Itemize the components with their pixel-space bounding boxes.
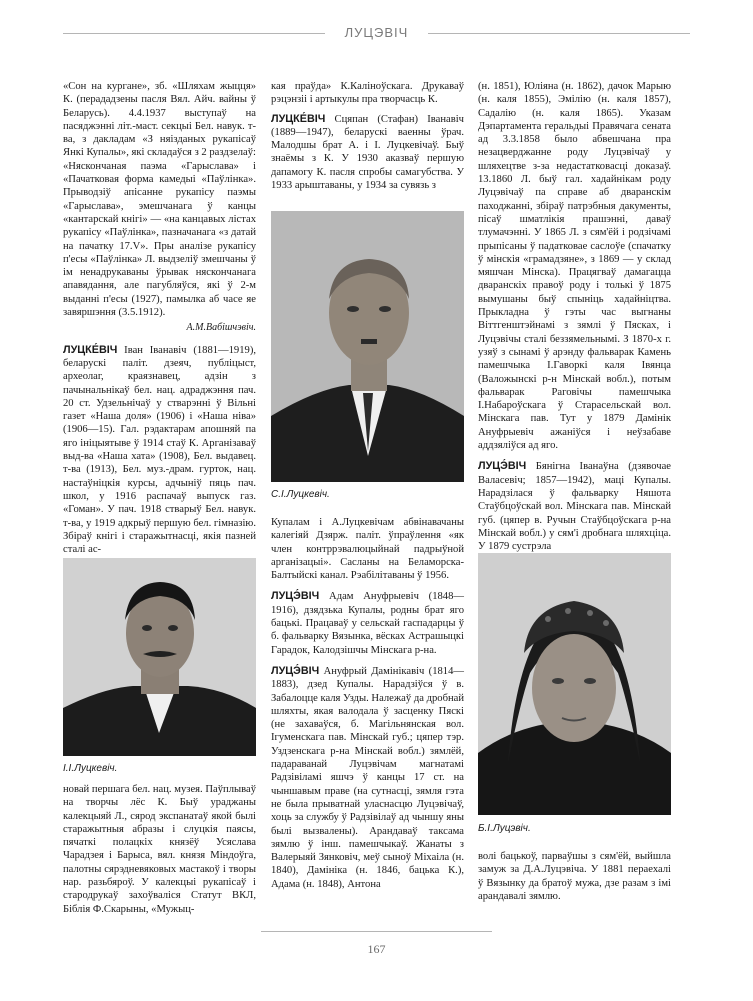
column-2-top [271,80,464,192]
entry-text: Сцяпан (Стафан) Іванавіч (1889—1947), беларускі ваенны ўрач. Малодшы брат А. і І. Луцкевічаў. Быў знаёмы з К. У 1930 аказваў першую дапамогу К. пасля спробы самагубства. У 1933 арыштаваны, у 1934 за сувязь з [271,113,464,192]
portrait-man-mustache [63,558,256,756]
entry-headword: ЛУЦЭ́ВІЧ [271,590,320,603]
portrait-man-suit [271,211,464,482]
entry-lutskevich-stsiapan [271,113,464,193]
photo-caption-bianigna: Б.І.Луцэвіч. [478,823,531,834]
entry-headword: ЛУЦКЕ́ВІЧ [271,112,326,125]
column-3-top [478,80,671,553]
entry-text: Іван Іванавіч (1881—1919), беларускі паліт. дзеяч, публіцыст, археолаг, краязнавец, адзін з пачынальнікаў бел. нац. адраджэння пач. 20 ст. Удзельнічаў у стварэнні ў Вільні газет «Наша доля» (1906) і «Наша ніва» (1906—15). Гал. рэдактарам апошняй па яго ініцыятыве ў 1914 стаў К. Арганізаваў выд-ва «Наша хата» (1908), Бел. выдавец. т-ва (1913), Бел. муз.-драм. гурток, нац. настаўніцкія курсы, адчыніў пяць пач. школ, у 1916 распачаў выпуск газ. «Гоман». У пач. 1918 стварыў Бел. навук. т-ва, у 1919 адкрыў першую бел. гімназію. Збіраў кнігі і старажытнасці, якія пазней сталі ас- [63,344,256,556]
photo-caption-stsiapan: С.І.Луцкевіч. [271,489,330,500]
entry-continuation: «Сон на кургане», зб. «Шляхам жыцця» К. (перададзены пасля Вял. Айч. вайны ў Беларусь). 4.4.1937 выступаў на пасяджэнні літ.-маст. секцыі Бел. навук. т-ва, з дакладам «З няізданых рукапісаў Янкі Купалы», які складаўся з 2 раздзелаў: «Няскончаная паэма «Гарыслава» і «Пачатковая форма камедыі «Паўлінка». Прыводзіў апісанне рукапісу паэмы «Гарыслава», эмешчанага ў канцы «кантарскай кнігі» — «на канцавых лістах рукапісу «Паўлінка», пазначанага «з датай на пачатку 17.V». Пры аналізе рукапісу п'есы «Паўлінка» Л. выдзеліў змешчаны ў ім ненадрукаваны ўрывак няскончанага апавядання, але пагубляўся, які ў 2-м выданні п'есы (1927), памылка аб часе яе завяршэння (3.5.1912). [63,81,256,319]
entry-headword: ЛУЦЭ́ВІЧ [478,460,527,473]
entry-lutskevich-ivan [63,344,256,557]
entry-text: Адам Ануфрыевіч (1848—1916), дзядзька Купалы, родны брат яго бацькі. Працаваў у сельскай гаспадарцы ў б. фальварку Вязынка, вёсках Астрашыцкі Гарадок, Калодзішчы Мінскага р-на. [271,591,464,656]
page-number: 167 [367,942,386,956]
entry-lutsevich-bianigna [478,460,671,553]
entry-headword: ЛУЦКЕ́ВІЧ [63,343,118,356]
portrait-photo-stsiapan [271,211,464,482]
entry-text: Купалам і А.Луцкевічам абвінавачаны калегіяй Дзярж. паліт. ўпраўлення «як член контррэвалюцыйнай падрыўной арганізацыі». Сасланы на Беламорска-Балтыйскі канал. Рэабілітаваны ў 1956. [271,517,464,582]
entry-text: Ануфрый Дамінікавіч (1814—1883), дзед Купалы. Нарадзіўся ў в. Забалоцце каля Узды. Належаў да дробнай шляхты, якая валодала ў засценку Пяскі (не захаваўся, б. Магільнянская вол. Ігуменскага пав. Мінскай губ.; цяпер тэр. Уздзенскага р-на Мінскай вобл.) зямлёй, падараванай Луцэвічам магнатамі Радзівіламі яшчэ ў канцы 17 ст. на чыншавым праве (на сутнасці, зямля гэта не была прыватнай уласнасцю Луцэвічаў, хоць за службу ў Радзівілаў ад чыншу яны былі вызвалены). Арандаваў таксама зямлю ў інш. памешчыкаў. Жанаты з Валерыяй Зянковіч, меў сыноў Міхаіла (н. 1840), Дамініка (н. 1846, бацька К.), Адама (н. 1848), Антона [271,665,464,890]
author-signature: А.М.Вабішчэвіч. [186,322,256,334]
page-header [0,0,753,60]
entry-continuation: кая праўда» К.Каліноўскага. Друкаваў рэцэнзіі і артыкулы пра творчасць К. [271,81,464,106]
column-3-bottom [478,850,671,903]
column-1-top [63,80,256,556]
column-2-bottom [271,516,464,891]
column-1-bottom [63,783,256,916]
portrait-photo-bianigna [478,553,671,815]
portrait-woman-headscarf [478,553,671,815]
footer-rule [261,931,492,932]
entry-headword: ЛУЦЭ́ВІЧ [271,664,320,677]
entry-text: волі бацькоў, парваўшы з сям'ёй, выйшла замуж за Д.А.Луцэвіча. У 1881 пераехалі ў Вязынку да братоў мужа, дзе разам з імі арандавалі зямлю. [478,851,671,902]
entry-lutsevich-adam [271,590,464,656]
photo-caption-ivan: І.І.Луцкевіч. [63,763,118,774]
header-rule-right [428,33,690,34]
running-title: ЛУЦЭВІЧ [344,25,409,40]
entry-text: новай першага бел. нац. музея. Паўплываў на творчы лёс К. Быў ураджаны калекцыяй Л., сярод экспанатаў якой былі старажытныя абразы і слуцкія паясы, пячаткі полацкіх князёў Усяслава Чарадзея і Барыса, вял. князя Міндоўга, палотны сярэдневяковых мастакоў і творы нар. разьбяроў. У калекцыі рукапісаў і стародрукаў захоўваліся Статут ВКЛ, Біблія Ф.Скарыны, «Мужыц- [63,784,256,915]
entry-lutsevich-anufry [271,665,464,891]
entry-text: Бянігна Іванаўна (дзявочае Валасевіч; 1857—1942), маці Купалы. Нарадзілася ў фальварку Няшота Стаўбцоўскай вол. Мінскага пав. Мінскай губ. (цяпер в. Ручын Стаўбцоўскага р-на Мінскай вобл.) у сям'і дробнага шляхціца. У 1879 сустрэла [478,461,671,553]
entry-continuation: (н. 1851), Юліяна (н. 1862), дачок Марыю (н. каля 1855), Эмілію (н. каля 1857), Садалію (н. каля 1865). Указам Дэпартамента геральдыі Правячага сената ад 3.3.1858 было абвешчана пра незацверджанне роду Луцэвічаў у шляхецтве з-за недастатковасці доказаў. 13.1860 Л. быў гал. хадайнікам роду Луцэвічаў па справе аб дваранскім паходжанні, збіраў патрэбныя дакументы, пісаў шматлікія прашэнні, даваў тлумачэнні. У 1865 Л. з сям'ёй і родзічамі прыпісаны ў падатковае саслоўе (спачатку ў мінскія «грамадзяне», з 1869 — у склад мяшчан Мінска). Працягваў дамагацца дваранскіх правоў роду і толькі ў 1875 вымушаны быў спыніць хадайніцтва. Прыкладна ў гэты час выгнаны Віттгенштэйнамі з зямлі ў Пясках, і Луцэвічы сталі беззямельнымі. З 1870-х г. узяў з сынамі ў арэнду фальварак Камень памешчыка І.Гаворкі каля Івянца (Валожынскі р-н Мінскай вобл.), потым фальварак Раговічы памешчыка І.Набароўскага ў Старасельскай вол. Мінскага пав. Тут у 1879 Дамінік Ануфрыевіч ажаніўся і неўзабаве аддзяліўся ад яго. [478,81,671,452]
portrait-photo-ivan [63,558,256,756]
